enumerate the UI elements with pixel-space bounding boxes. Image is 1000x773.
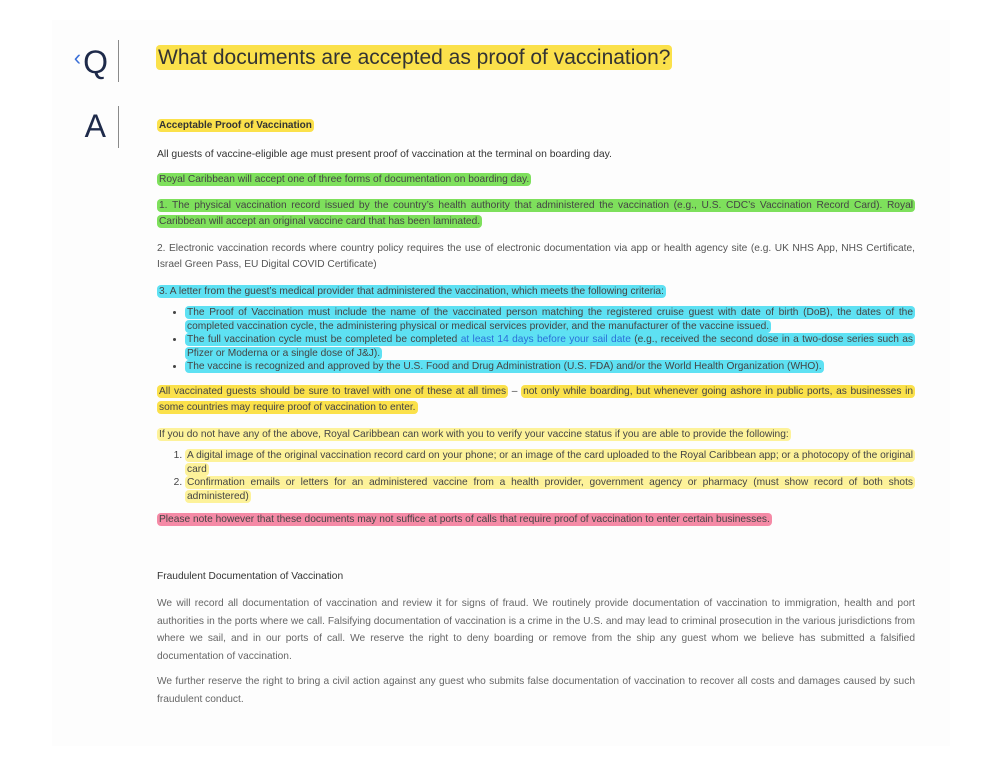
fraud-paragraph-1: We will record all documentation of vaccination and review it for signs of fraud. We routinely provide documentation of vaccination to immigration, health and port authorities in the ports where we call. Falsifying documentation of vaccination is a crime in the U.S. and may lead to criminal prosecution in the various jurisdictions from where we sail, and in our ports of call. We reserve the right to deny boarding or remove from the ship any guest whom we believe has submitted a falsified documentation of vaccination. — [157, 598, 915, 662]
question-title — [156, 46, 672, 70]
criteria-text-after: (e.g., received the second dose in a two-dose series such as Pfizer or Moderna or a single dose of J&J). — [187, 334, 913, 359]
travel-dash: – — [508, 385, 522, 397]
travel-text-1: All vaccinated guests should be sure to travel with one of these at all times — [159, 385, 507, 397]
intro-text: Royal Caribbean will accept one of three forms of documentation on boarding day. — [159, 174, 530, 185]
intro-paragraph — [157, 172, 915, 189]
alternatives-intro-text: If you do not have any of the above, Royal Caribbean can work with you to verify your vaccine status if you are able to provide the following: — [159, 428, 789, 440]
alternative-text: Confirmation emails or letters for an administered vaccine from a health provider, government agency or pharmacy (must show record of both shots administered) — [187, 477, 913, 502]
travel-text-2: not only while boarding, but whenever going ashore in public ports, as businesses in some countries may require proof of vaccination to enter. — [159, 385, 914, 413]
answer-heading-text: Acceptable Proof of Vaccination — [159, 120, 312, 131]
question-text: What documents are accepted as proof of vaccination? — [158, 46, 671, 69]
criteria-text: The Proof of Vaccination must include the name of the vaccinated person matching the registered cruise guest with date of birth (DoB), the dates of the completed vaccination cycle, the administering physical or medical services provider, and the manufacturer of the vaccine issued. — [187, 307, 913, 332]
q-letter: Q — [83, 43, 108, 80]
answer-heading — [157, 118, 915, 135]
form-1-text: 1. The physical vaccination record issued by the country’s health authority that administered the vaccination (e.g., U.S. CDC’s Vaccination Record Card). Royal Caribbean will accept an original vaccine card that has been laminated. — [159, 199, 913, 227]
travel-paragraph — [157, 384, 915, 417]
fraud-heading: Fraudulent Documentation of Vaccination — [157, 570, 344, 582]
fraud-paragraph-2: We further reserve the right to bring a civil action against any guest who submits false documentation of vaccination to recover all costs and damages caused by such fraudulent conduct. — [157, 676, 915, 705]
form-2-paragraph: 2. Electronic vaccination records where country policy requires the use of electronic documentation via app or health agency site (e.g. UK NHS App, NHS Certificate, Israel Green Pass, EU Digital COVID Certificate) — [157, 242, 915, 270]
alternatives-intro-paragraph — [157, 427, 915, 444]
alternative-item — [185, 449, 915, 476]
answer-divider — [118, 106, 119, 148]
form-3-paragraph — [157, 284, 915, 301]
answer-content — [157, 118, 915, 708]
form-1-paragraph — [157, 198, 915, 231]
criteria-text-before: The full vaccination cycle must be completed be completed — [187, 334, 461, 345]
alternative-item — [185, 476, 915, 503]
question-divider — [118, 40, 119, 82]
criteria-list — [157, 306, 915, 374]
chevron-left-icon[interactable]: ‹ — [73, 45, 82, 70]
form-3-text: 3. A letter from the guest’s medical provider that administered the vaccination, which meets the following criteria: — [159, 285, 664, 297]
criteria-item — [185, 360, 915, 374]
question-marker — [62, 42, 108, 82]
note-text: Please note however that these documents may not suffice at ports of calls that require proof of vaccination to enter certain businesses. — [159, 514, 770, 525]
sail-date-link[interactable]: at least 14 days before your sail date — [460, 334, 631, 345]
note-paragraph — [157, 512, 915, 529]
alternative-text: A digital image of the original vaccination record card on your phone; or an image of the card uploaded to the Royal Caribbean app; or a photocopy of the original card — [187, 450, 913, 475]
criteria-text: The vaccine is recognized and approved by the U.S. Food and Drug Administration (U.S. FDA) and/or the World Health Organization (WHO). — [187, 361, 822, 372]
criteria-text — [185, 333, 915, 360]
lead-paragraph: All guests of vaccine-eligible age must present proof of vaccination at the terminal on boarding day. — [157, 148, 612, 160]
alternatives-list — [157, 449, 915, 503]
answer-marker: A — [84, 108, 106, 144]
criteria-item — [185, 333, 915, 360]
criteria-item — [185, 306, 915, 333]
